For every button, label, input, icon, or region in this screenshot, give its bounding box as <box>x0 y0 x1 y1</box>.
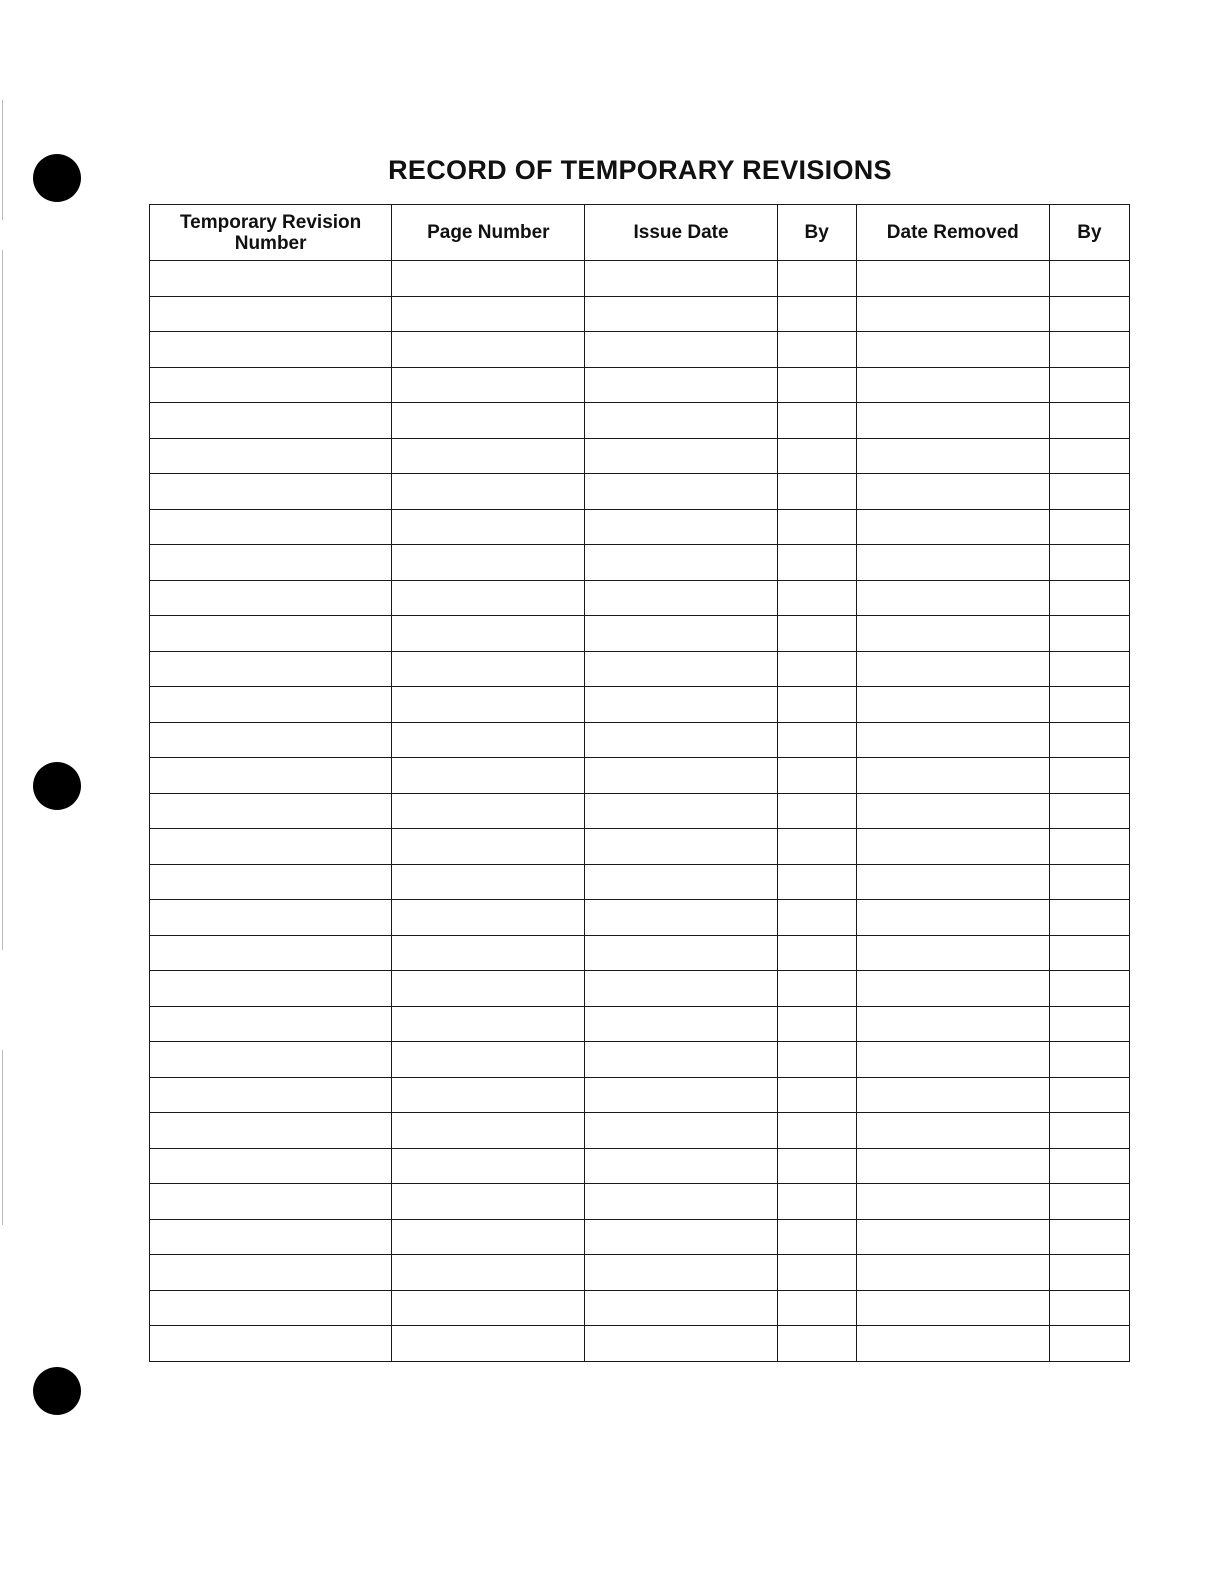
cell-by-removed[interactable] <box>1049 1290 1129 1326</box>
cell-by-issued[interactable] <box>777 474 856 510</box>
header-issue-date: Issue Date <box>585 205 777 261</box>
table-row <box>150 261 1130 297</box>
table-row <box>150 864 1130 900</box>
cell-temporary-revision-number[interactable] <box>150 1255 392 1291</box>
cell-issue-date[interactable] <box>585 1077 777 1113</box>
cell-issue-date[interactable] <box>585 296 777 332</box>
cell-by-issued[interactable] <box>777 1326 856 1362</box>
cell-by-issued[interactable] <box>777 722 856 758</box>
cell-issue-date[interactable] <box>585 261 777 297</box>
cell-temporary-revision-number[interactable] <box>150 296 392 332</box>
cell-page-number[interactable] <box>392 1326 585 1362</box>
cell-temporary-revision-number[interactable] <box>150 935 392 971</box>
cell-by-removed[interactable] <box>1049 722 1129 758</box>
cell-by-removed[interactable] <box>1049 403 1129 439</box>
table-row <box>150 403 1130 439</box>
cell-temporary-revision-number[interactable] <box>150 1326 392 1362</box>
cell-issue-date[interactable] <box>585 1042 777 1078</box>
cell-issue-date[interactable] <box>585 900 777 936</box>
cell-temporary-revision-number[interactable] <box>150 403 392 439</box>
cell-by-issued[interactable] <box>777 935 856 971</box>
table-row <box>150 1184 1130 1220</box>
cell-by-issued[interactable] <box>777 829 856 865</box>
cell-date-removed[interactable] <box>856 864 1049 900</box>
cell-by-issued[interactable] <box>777 438 856 474</box>
table-row <box>150 793 1130 829</box>
table-row <box>150 722 1130 758</box>
cell-page-number[interactable] <box>392 687 585 723</box>
cell-temporary-revision-number[interactable] <box>150 580 392 616</box>
cell-page-number[interactable] <box>392 900 585 936</box>
cell-issue-date[interactable] <box>585 864 777 900</box>
cell-by-issued[interactable] <box>777 1113 856 1149</box>
cell-page-number[interactable] <box>392 651 585 687</box>
cell-by-issued[interactable] <box>777 687 856 723</box>
cell-temporary-revision-number[interactable] <box>150 509 392 545</box>
cell-by-removed[interactable] <box>1049 261 1129 297</box>
cell-by-removed[interactable] <box>1049 687 1129 723</box>
cell-issue-date[interactable] <box>585 793 777 829</box>
cell-issue-date[interactable] <box>585 474 777 510</box>
cell-date-removed[interactable] <box>856 474 1049 510</box>
cell-issue-date[interactable] <box>585 580 777 616</box>
table-row <box>150 1290 1130 1326</box>
table-row <box>150 651 1130 687</box>
cell-page-number[interactable] <box>392 261 585 297</box>
cell-temporary-revision-number[interactable] <box>150 1113 392 1149</box>
cell-temporary-revision-number[interactable] <box>150 651 392 687</box>
header-page-number: Page Number <box>392 205 585 261</box>
table-row <box>150 1326 1130 1362</box>
cell-date-removed[interactable] <box>856 1006 1049 1042</box>
cell-page-number[interactable] <box>392 438 585 474</box>
table-row <box>150 545 1130 581</box>
cell-page-number[interactable] <box>392 1290 585 1326</box>
table-row <box>150 758 1130 794</box>
cell-page-number[interactable] <box>392 1184 585 1220</box>
cell-date-removed[interactable] <box>856 971 1049 1007</box>
cell-issue-date[interactable] <box>585 722 777 758</box>
cell-by-removed[interactable] <box>1049 1077 1129 1113</box>
cell-by-removed[interactable] <box>1049 1184 1129 1220</box>
cell-issue-date[interactable] <box>585 332 777 368</box>
cell-issue-date[interactable] <box>585 438 777 474</box>
cell-issue-date[interactable] <box>585 403 777 439</box>
cell-by-removed[interactable] <box>1049 616 1129 652</box>
cell-by-issued[interactable] <box>777 332 856 368</box>
cell-issue-date[interactable] <box>585 971 777 1007</box>
cell-issue-date[interactable] <box>585 687 777 723</box>
cell-temporary-revision-number[interactable] <box>150 545 392 581</box>
cell-by-issued[interactable] <box>777 900 856 936</box>
cell-by-issued[interactable] <box>777 261 856 297</box>
cell-issue-date[interactable] <box>585 1184 777 1220</box>
cell-issue-date[interactable] <box>585 1290 777 1326</box>
cell-by-removed[interactable] <box>1049 580 1129 616</box>
scan-edge-mark <box>2 250 3 950</box>
cell-page-number[interactable] <box>392 935 585 971</box>
cell-date-removed[interactable] <box>856 793 1049 829</box>
cell-temporary-revision-number[interactable] <box>150 687 392 723</box>
cell-by-removed[interactable] <box>1049 545 1129 581</box>
cell-date-removed[interactable] <box>856 332 1049 368</box>
table-row <box>150 296 1130 332</box>
cell-by-issued[interactable] <box>777 1042 856 1078</box>
header-by-issued: By <box>777 205 856 261</box>
cell-page-number[interactable] <box>392 509 585 545</box>
cell-date-removed[interactable] <box>856 722 1049 758</box>
table-row <box>150 1006 1130 1042</box>
cell-issue-date[interactable] <box>585 509 777 545</box>
cell-by-removed[interactable] <box>1049 1326 1129 1362</box>
cell-by-issued[interactable] <box>777 509 856 545</box>
cell-by-removed[interactable] <box>1049 900 1129 936</box>
table-row <box>150 509 1130 545</box>
cell-by-removed[interactable] <box>1049 971 1129 1007</box>
cell-by-issued[interactable] <box>777 758 856 794</box>
table-row <box>150 1219 1130 1255</box>
cell-page-number[interactable] <box>392 367 585 403</box>
cell-by-removed[interactable] <box>1049 509 1129 545</box>
cell-page-number[interactable] <box>392 864 585 900</box>
cell-by-removed[interactable] <box>1049 935 1129 971</box>
cell-by-issued[interactable] <box>777 367 856 403</box>
cell-date-removed[interactable] <box>856 1326 1049 1362</box>
header-temporary-revision-number: Temporary Revision Number <box>150 205 392 261</box>
table-row <box>150 367 1130 403</box>
cell-by-removed[interactable] <box>1049 793 1129 829</box>
cell-by-issued[interactable] <box>777 1219 856 1255</box>
cell-temporary-revision-number[interactable] <box>150 438 392 474</box>
cell-page-number[interactable] <box>392 474 585 510</box>
cell-by-removed[interactable] <box>1049 864 1129 900</box>
table-row <box>150 580 1130 616</box>
cell-temporary-revision-number[interactable] <box>150 1219 392 1255</box>
cell-by-issued[interactable] <box>777 651 856 687</box>
cell-page-number[interactable] <box>392 1042 585 1078</box>
cell-by-issued[interactable] <box>777 971 856 1007</box>
cell-issue-date[interactable] <box>585 829 777 865</box>
cell-issue-date[interactable] <box>585 367 777 403</box>
cell-by-removed[interactable] <box>1049 1255 1129 1291</box>
header-date-removed: Date Removed <box>856 205 1049 261</box>
table-row <box>150 1148 1130 1184</box>
cell-date-removed[interactable] <box>856 1219 1049 1255</box>
cell-issue-date[interactable] <box>585 651 777 687</box>
table-body <box>150 261 1130 1362</box>
cell-date-removed[interactable] <box>856 616 1049 652</box>
cell-date-removed[interactable] <box>856 367 1049 403</box>
cell-issue-date[interactable] <box>585 1148 777 1184</box>
cell-temporary-revision-number[interactable] <box>150 1290 392 1326</box>
cell-page-number[interactable] <box>392 1219 585 1255</box>
cell-page-number[interactable] <box>392 1006 585 1042</box>
table-row <box>150 935 1130 971</box>
cell-page-number[interactable] <box>392 829 585 865</box>
page-title: RECORD OF TEMPORARY REVISIONS <box>388 155 892 185</box>
cell-page-number[interactable] <box>392 793 585 829</box>
cell-date-removed[interactable] <box>856 758 1049 794</box>
cell-date-removed[interactable] <box>856 935 1049 971</box>
cell-by-issued[interactable] <box>777 1148 856 1184</box>
table-row <box>150 971 1130 1007</box>
cell-temporary-revision-number[interactable] <box>150 758 392 794</box>
revision-record-table <box>149 204 1130 1362</box>
cell-issue-date[interactable] <box>585 1113 777 1149</box>
cell-date-removed[interactable] <box>856 1255 1049 1291</box>
cell-date-removed[interactable] <box>856 900 1049 936</box>
table-row <box>150 1077 1130 1113</box>
cell-by-issued[interactable] <box>777 616 856 652</box>
cell-page-number[interactable] <box>392 616 585 652</box>
cell-by-issued[interactable] <box>777 545 856 581</box>
cell-temporary-revision-number[interactable] <box>150 474 392 510</box>
cell-issue-date[interactable] <box>585 1219 777 1255</box>
table-row <box>150 1042 1130 1078</box>
cell-date-removed[interactable] <box>856 1290 1049 1326</box>
cell-by-removed[interactable] <box>1049 438 1129 474</box>
cell-issue-date[interactable] <box>585 545 777 581</box>
cell-date-removed[interactable] <box>856 1113 1049 1149</box>
cell-page-number[interactable] <box>392 758 585 794</box>
cell-issue-date[interactable] <box>585 935 777 971</box>
cell-by-removed[interactable] <box>1049 1113 1129 1149</box>
cell-date-removed[interactable] <box>856 687 1049 723</box>
cell-temporary-revision-number[interactable] <box>150 367 392 403</box>
cell-page-number[interactable] <box>392 1148 585 1184</box>
cell-by-issued[interactable] <box>777 403 856 439</box>
cell-by-removed[interactable] <box>1049 1219 1129 1255</box>
cell-temporary-revision-number[interactable] <box>150 793 392 829</box>
cell-date-removed[interactable] <box>856 403 1049 439</box>
table-row <box>150 687 1130 723</box>
cell-page-number[interactable] <box>392 580 585 616</box>
cell-temporary-revision-number[interactable] <box>150 261 392 297</box>
header-by-removed: By <box>1049 205 1129 261</box>
cell-date-removed[interactable] <box>856 261 1049 297</box>
cell-page-number[interactable] <box>392 1113 585 1149</box>
cell-by-removed[interactable] <box>1049 332 1129 368</box>
cell-date-removed[interactable] <box>856 1077 1049 1113</box>
cell-page-number[interactable] <box>392 722 585 758</box>
cell-temporary-revision-number[interactable] <box>150 1077 392 1113</box>
table-row <box>150 438 1130 474</box>
cell-page-number[interactable] <box>392 1255 585 1291</box>
cell-by-removed[interactable] <box>1049 296 1129 332</box>
table-row <box>150 829 1130 865</box>
cell-temporary-revision-number[interactable] <box>150 829 392 865</box>
cell-date-removed[interactable] <box>856 1148 1049 1184</box>
cell-by-issued[interactable] <box>777 296 856 332</box>
cell-page-number[interactable] <box>392 545 585 581</box>
scan-edge-mark <box>2 1050 3 1225</box>
cell-by-issued[interactable] <box>777 1006 856 1042</box>
cell-page-number[interactable] <box>392 1077 585 1113</box>
cell-issue-date[interactable] <box>585 616 777 652</box>
cell-date-removed[interactable] <box>856 1184 1049 1220</box>
cell-by-issued[interactable] <box>777 1077 856 1113</box>
cell-date-removed[interactable] <box>856 651 1049 687</box>
cell-by-removed[interactable] <box>1049 1148 1129 1184</box>
binder-punch-hole-bottom <box>33 1367 81 1415</box>
cell-temporary-revision-number[interactable] <box>150 722 392 758</box>
cell-by-removed[interactable] <box>1049 651 1129 687</box>
cell-by-removed[interactable] <box>1049 758 1129 794</box>
cell-page-number[interactable] <box>392 403 585 439</box>
cell-page-number[interactable] <box>392 296 585 332</box>
cell-page-number[interactable] <box>392 332 585 368</box>
cell-date-removed[interactable] <box>856 545 1049 581</box>
cell-by-removed[interactable] <box>1049 367 1129 403</box>
cell-by-removed[interactable] <box>1049 474 1129 510</box>
cell-by-removed[interactable] <box>1049 829 1129 865</box>
cell-page-number[interactable] <box>392 971 585 1007</box>
table-row <box>150 474 1130 510</box>
cell-by-issued[interactable] <box>777 864 856 900</box>
cell-temporary-revision-number[interactable] <box>150 900 392 936</box>
cell-temporary-revision-number[interactable] <box>150 616 392 652</box>
cell-temporary-revision-number[interactable] <box>150 1006 392 1042</box>
table-row <box>150 1113 1130 1149</box>
cell-temporary-revision-number[interactable] <box>150 1042 392 1078</box>
table-row <box>150 332 1130 368</box>
cell-by-removed[interactable] <box>1049 1042 1129 1078</box>
table-row <box>150 1255 1130 1291</box>
cell-date-removed[interactable] <box>856 438 1049 474</box>
table-row <box>150 616 1130 652</box>
cell-temporary-revision-number[interactable] <box>150 971 392 1007</box>
cell-issue-date[interactable] <box>585 1006 777 1042</box>
table-row <box>150 900 1130 936</box>
cell-by-issued[interactable] <box>777 1290 856 1326</box>
cell-by-removed[interactable] <box>1049 1006 1129 1042</box>
cell-date-removed[interactable] <box>856 580 1049 616</box>
cell-by-issued[interactable] <box>777 580 856 616</box>
cell-by-issued[interactable] <box>777 1184 856 1220</box>
cell-date-removed[interactable] <box>856 1042 1049 1078</box>
cell-by-issued[interactable] <box>777 1255 856 1291</box>
cell-temporary-revision-number[interactable] <box>150 1184 392 1220</box>
cell-by-issued[interactable] <box>777 793 856 829</box>
cell-date-removed[interactable] <box>856 509 1049 545</box>
table-header-row <box>150 205 1130 261</box>
cell-temporary-revision-number[interactable] <box>150 1148 392 1184</box>
cell-temporary-revision-number[interactable] <box>150 332 392 368</box>
binder-punch-hole-middle <box>33 762 81 810</box>
cell-issue-date[interactable] <box>585 1255 777 1291</box>
cell-issue-date[interactable] <box>585 758 777 794</box>
cell-date-removed[interactable] <box>856 829 1049 865</box>
cell-date-removed[interactable] <box>856 296 1049 332</box>
cell-temporary-revision-number[interactable] <box>150 864 392 900</box>
cell-issue-date[interactable] <box>585 1326 777 1362</box>
